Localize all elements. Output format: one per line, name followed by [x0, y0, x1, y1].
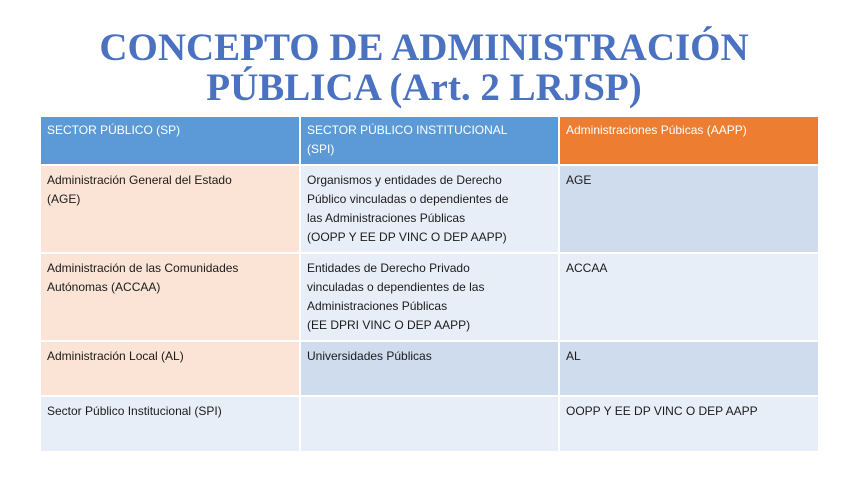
table-cell — [41, 396, 300, 452]
header-text: SECTOR PÚBLICO (SP) — [47, 123, 181, 137]
cell-text: ACCAA — [566, 261, 608, 275]
header-administraciones-publicas — [559, 117, 819, 165]
table-cell — [300, 253, 559, 341]
administration-table — [41, 117, 820, 453]
header-text: SECTOR PÚBLICO INSTITUCIONAL — [307, 123, 508, 137]
cell-text: Administración General del Estado — [47, 173, 232, 187]
table-row — [41, 396, 819, 452]
cell-text: Autónomas (ACCAA) — [47, 280, 161, 294]
cell-text: Sector Público Institucional (SPI) — [47, 404, 222, 418]
slide-title-line-2: PÚBLICA (Art. 2 LRJSP) — [206, 66, 642, 109]
table-cell — [559, 341, 819, 396]
table-cell — [41, 253, 300, 341]
table-row — [41, 165, 819, 253]
table-cell — [559, 396, 819, 452]
cell-text: Entidades de Derecho Privado — [307, 261, 470, 275]
cell-text: (AGE) — [47, 192, 81, 206]
cell-text: (EE DPRI VINC O DEP AAPP) — [307, 318, 471, 332]
table-cell — [559, 253, 819, 341]
cell-text: Universidades Públicas — [307, 349, 432, 363]
cell-text: OOPP Y EE DP VINC O DEP AAPP — [566, 404, 758, 418]
cell-text: Administraciones Públicas — [307, 299, 448, 313]
cell-text: Público vinculadas o dependientes de — [307, 192, 509, 206]
header-sector-publico — [41, 117, 300, 165]
slide-title — [0, 28, 848, 108]
table-row — [41, 341, 819, 396]
table-cell — [300, 165, 559, 253]
cell-text: AL — [566, 349, 581, 363]
cell-text: AGE — [566, 173, 592, 187]
cell-text: Organismos y entidades de Derecho — [307, 173, 502, 187]
header-sector-publico-institucional — [300, 117, 559, 165]
cell-text: Administración Local (AL) — [47, 349, 184, 363]
cell-text: vinculadas o dependientes de las — [307, 280, 485, 294]
slide-title-line-1: CONCEPTO DE ADMINISTRACIÓN — [99, 26, 749, 69]
table-cell — [41, 341, 300, 396]
cell-text: (OOPP Y EE DP VINC O DEP AAPP) — [307, 230, 507, 244]
table-cell — [41, 165, 300, 253]
table-cell-empty — [300, 396, 559, 452]
cell-text: Administración de las Comunidades — [47, 261, 239, 275]
table-cell — [559, 165, 819, 253]
table-cell — [300, 341, 559, 396]
cell-text: las Administraciones Públicas — [307, 211, 466, 225]
header-text: (SPI) — [307, 142, 335, 156]
table-row — [41, 253, 819, 341]
table-header-row — [41, 117, 819, 165]
header-text: Administraciones Púbicas (AAPP) — [566, 123, 747, 137]
